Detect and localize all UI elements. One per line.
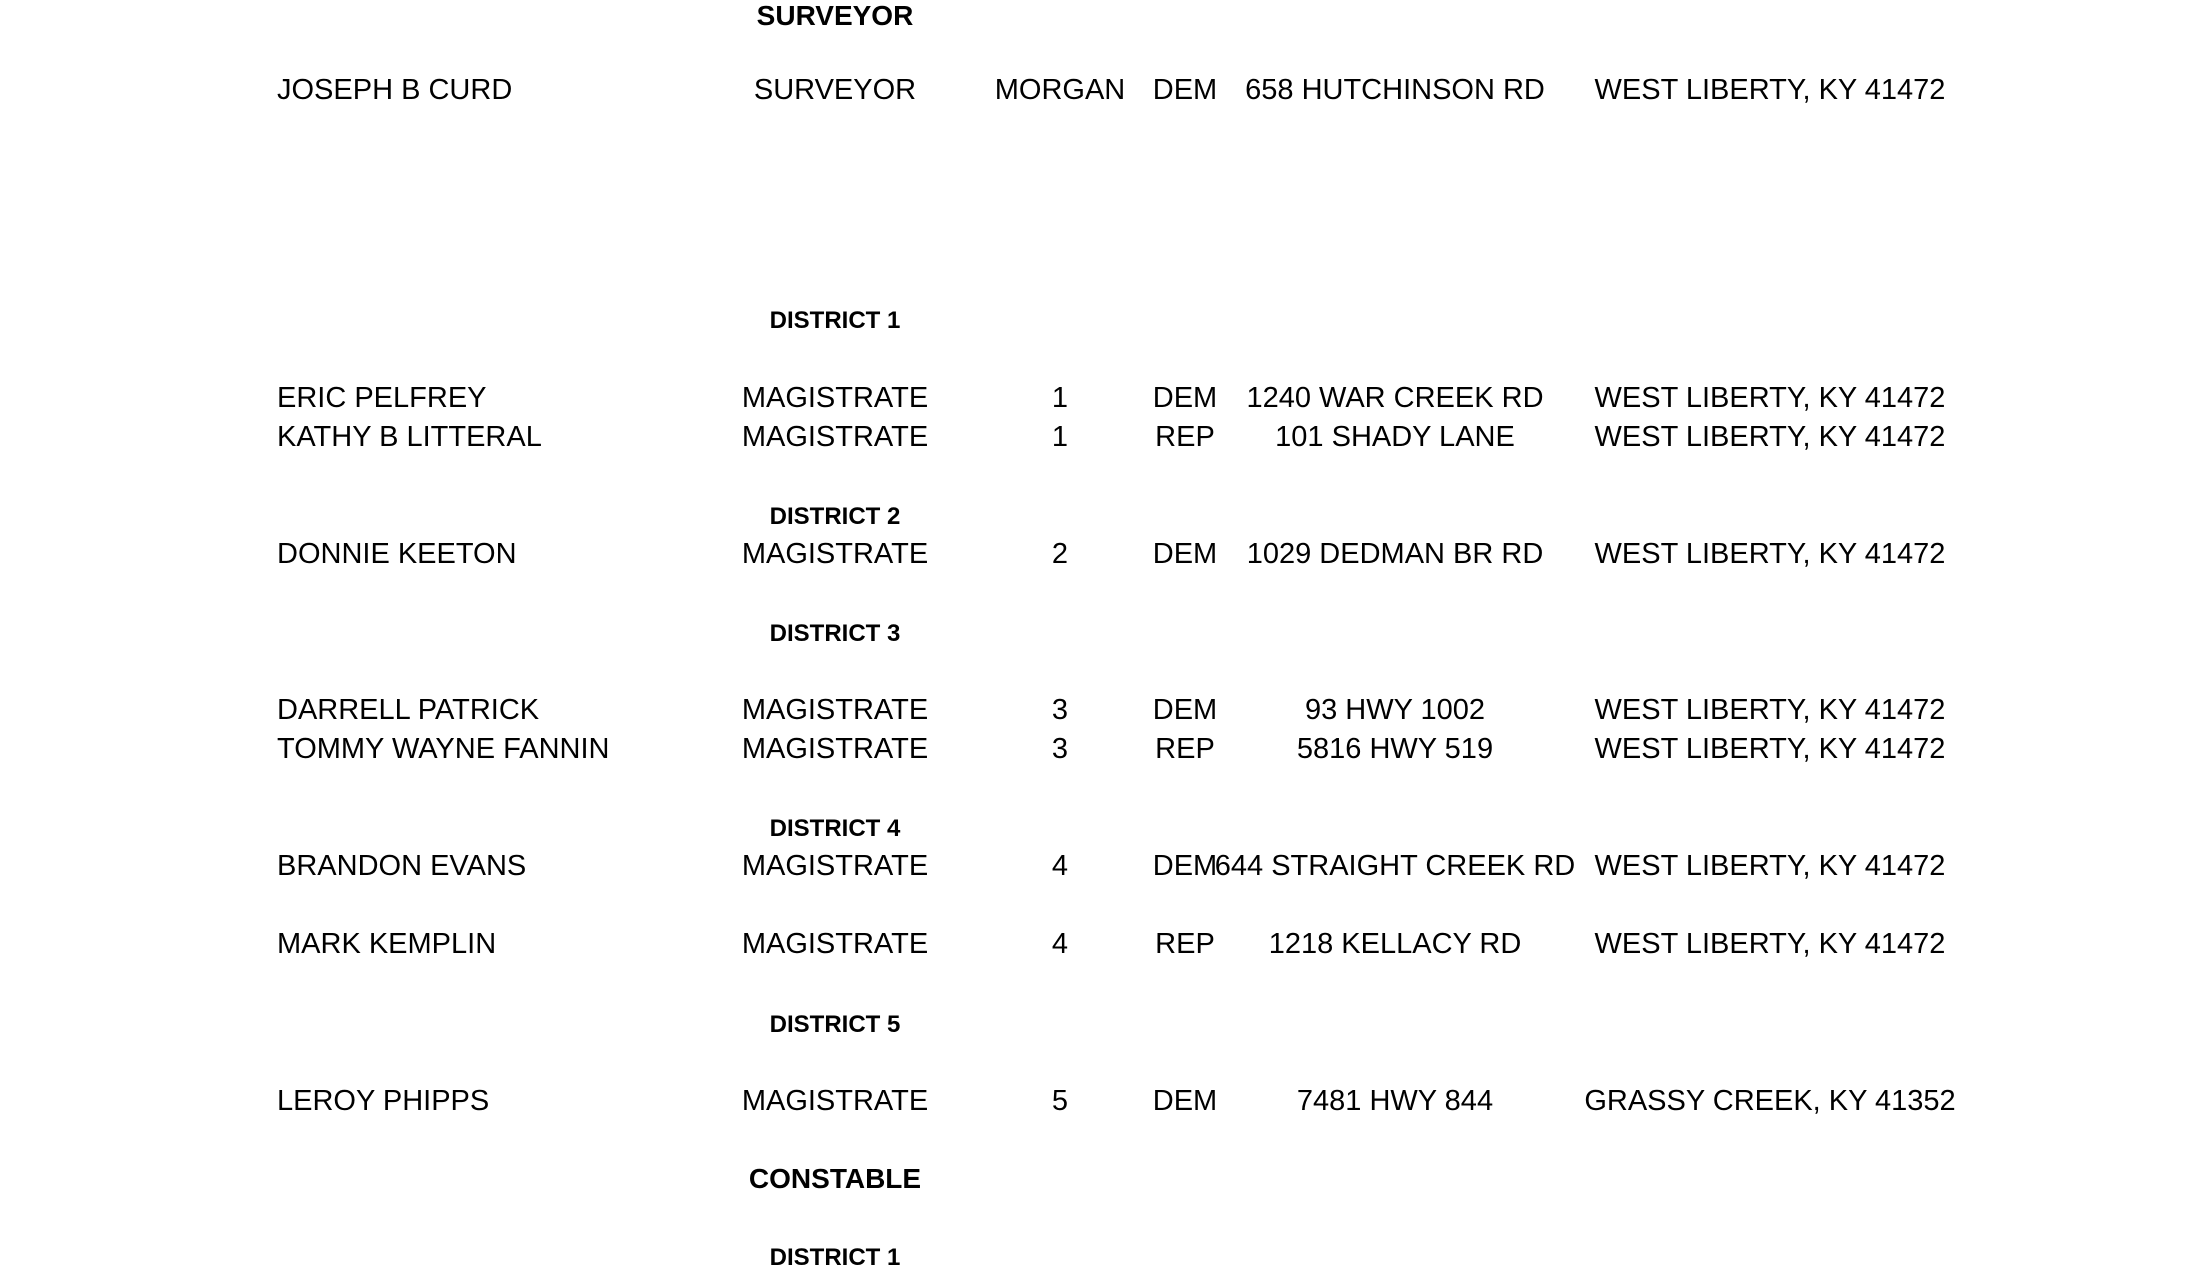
- party: DEM: [1152, 850, 1218, 882]
- district: 3: [1051, 733, 1069, 765]
- section-heading-constable: CONSTABLE: [748, 1163, 922, 1194]
- office: MAGISTRATE: [741, 1085, 929, 1117]
- office: SURVEYOR: [753, 74, 917, 106]
- office: MAGISTRATE: [741, 421, 929, 453]
- party: DEM: [1152, 382, 1218, 414]
- section-heading-surveyor: SURVEYOR: [756, 0, 914, 31]
- city-state-zip: WEST LIBERTY, KY 41472: [1594, 928, 1946, 960]
- city-state-zip: GRASSY CREEK, KY 41352: [1584, 1085, 1956, 1117]
- candidate-name: JOSEPH B CURD: [277, 74, 513, 106]
- district: 5: [1051, 1085, 1069, 1117]
- table-row: [0, 850, 2193, 890]
- office: MAGISTRATE: [741, 733, 929, 765]
- candidate-name: LEROY PHIPPS: [277, 1085, 490, 1117]
- section-heading-district-5: DISTRICT 5: [769, 1011, 901, 1038]
- street-address: 1240 WAR CREEK RD: [1246, 382, 1544, 414]
- section-heading-constable-district-1: DISTRICT 1: [769, 1244, 901, 1271]
- street-address: 1029 DEDMAN BR RD: [1246, 538, 1544, 570]
- candidate-name: ERIC PELFREY: [277, 382, 487, 414]
- section-heading-district-1: DISTRICT 1: [769, 307, 901, 334]
- party: DEM: [1152, 1085, 1218, 1117]
- table-row: [0, 694, 2193, 734]
- party: DEM: [1152, 694, 1218, 726]
- table-row: [0, 1085, 2193, 1125]
- table-row: [0, 733, 2193, 773]
- table-row: [0, 538, 2193, 578]
- table-row: [0, 421, 2193, 461]
- section-heading-district-3: DISTRICT 3: [769, 620, 901, 647]
- city-state-zip: WEST LIBERTY, KY 41472: [1594, 382, 1946, 414]
- street-address: 5816 HWY 519: [1296, 733, 1494, 765]
- street-address: 658 HUTCHINSON RD: [1245, 74, 1545, 106]
- candidate-name: BRANDON EVANS: [277, 850, 527, 882]
- candidate-name: TOMMY WAYNE FANNIN: [277, 733, 610, 765]
- party: DEM: [1152, 538, 1218, 570]
- street-address: 7481 HWY 844: [1296, 1085, 1494, 1117]
- office: MAGISTRATE: [741, 538, 929, 570]
- city-state-zip: WEST LIBERTY, KY 41472: [1594, 850, 1946, 882]
- city-state-zip: WEST LIBERTY, KY 41472: [1594, 733, 1946, 765]
- district: 1: [1051, 382, 1069, 414]
- district: 1: [1051, 421, 1069, 453]
- party: REP: [1155, 928, 1215, 960]
- table-row: [0, 74, 2193, 114]
- section-heading-district-4: DISTRICT 4: [769, 815, 901, 842]
- district: 4: [1051, 850, 1069, 882]
- office: MAGISTRATE: [741, 694, 929, 726]
- district: 2: [1051, 538, 1069, 570]
- city-state-zip: WEST LIBERTY, KY 41472: [1594, 538, 1946, 570]
- candidate-name: MARK KEMPLIN: [277, 928, 497, 960]
- candidate-name: DARRELL PATRICK: [277, 694, 540, 726]
- party: DEM: [1152, 74, 1218, 106]
- party: REP: [1155, 733, 1215, 765]
- section-heading-district-2: DISTRICT 2: [769, 503, 901, 530]
- street-address: 644 STRAIGHT CREEK RD: [1214, 850, 1576, 882]
- district: 4: [1051, 928, 1069, 960]
- table-row: [0, 928, 2193, 968]
- office: MAGISTRATE: [741, 382, 929, 414]
- city-state-zip: WEST LIBERTY, KY 41472: [1594, 694, 1946, 726]
- table-row: [0, 382, 2193, 422]
- street-address: 101 SHADY LANE: [1275, 421, 1515, 453]
- candidate-name: KATHY B LITTERAL: [277, 421, 542, 453]
- district: MORGAN: [994, 74, 1126, 106]
- city-state-zip: WEST LIBERTY, KY 41472: [1594, 74, 1946, 106]
- party: REP: [1155, 421, 1215, 453]
- candidate-name: DONNIE KEETON: [277, 538, 517, 570]
- street-address: 93 HWY 1002: [1304, 694, 1486, 726]
- street-address: 1218 KELLACY RD: [1268, 928, 1522, 960]
- district: 3: [1051, 694, 1069, 726]
- city-state-zip: WEST LIBERTY, KY 41472: [1594, 421, 1946, 453]
- office: MAGISTRATE: [741, 850, 929, 882]
- office: MAGISTRATE: [741, 928, 929, 960]
